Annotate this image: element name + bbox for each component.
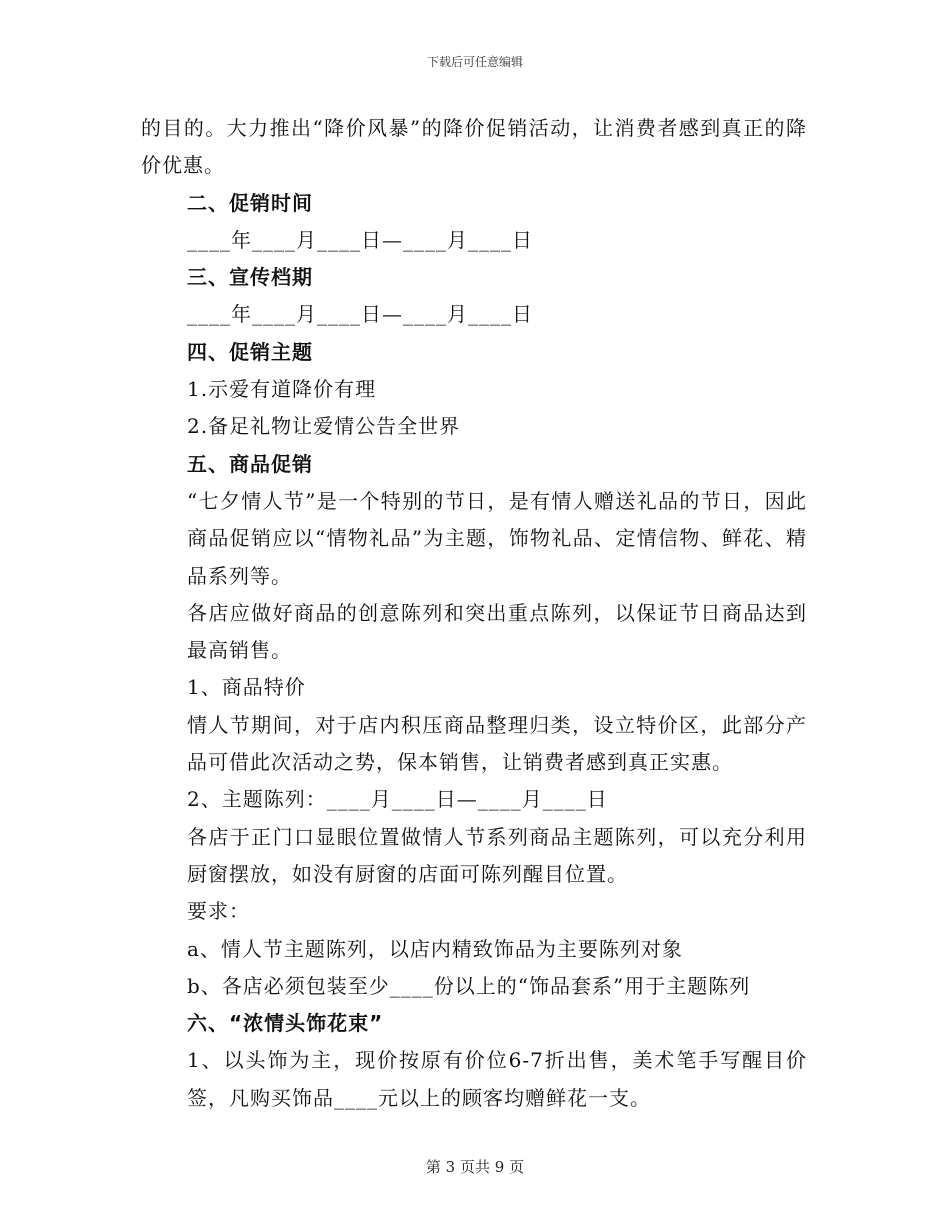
heading-promotion-time: 二、促销时间 (187, 190, 313, 215)
requirements-label: 要求： (187, 899, 250, 924)
paragraph-store-display: 各店应做好商品的创意陈列和突出重点陈列，以保证节日商品达到最高销售。 (187, 600, 807, 663)
paragraph-theme-display: 各店于正门口显眼位置做情人节系列商品主题陈列，可以充分利用厨窗摆放，如没有厨窗的店面可陈列醒目位置。 (187, 824, 807, 886)
requirement-a: a、情人节主题陈列，以店内精致饰品为主要陈列对象 (187, 936, 683, 961)
heading-product-promotion: 五、商品促销 (187, 451, 313, 476)
heading-publicity-period: 三、宣传档期 (187, 265, 313, 290)
paragraph-qixi-intro: “七夕情人节”是一个特别的节日，是有情人赠送礼品的节日，因此商品促销应以“情物礼品”为主题，饰物礼品、定情信物、鲜花、精品系列等。 (187, 488, 807, 588)
theme-item-2: 2.备足礼物让爱情公告全世界 (187, 414, 461, 439)
paragraph-headwear-discount: 1、以头饰为主，现价按原有价位6-7折出售，美术笔手写醒目价签，凡购买饰品____元以上的顾客均赠鲜花一支。 (187, 1048, 807, 1110)
theme-item-1: 1.示爱有道降价有理 (187, 377, 377, 402)
page-header-note: 下载后可任意编辑 (426, 55, 523, 69)
subheading-special-price: 1、商品特价 (187, 675, 306, 700)
paragraph-special-price: 情人节期间，对于店内积压商品整理归类，设立特价区，此部分产品可借此次活动之势，保本销售，让销费者感到真正实惠。 (187, 712, 807, 775)
heading-promotion-theme: 四、促销主题 (187, 339, 313, 364)
heading-headwear-bouquet: 六、“浓情头饰花束” (187, 1011, 384, 1036)
paragraph-intro-continuation: 的目的。大力推出“降价风暴”的降价促销活动，让消费者感到真正的降价优惠。 (141, 116, 807, 178)
publicity-period-date-range: ____年____月____日—____月____日 (187, 302, 533, 327)
subheading-theme-display: 2、主题陈列：____月____日—____月____日 (187, 787, 608, 812)
requirement-b: b、各店必须包装至少____份以上的“饰品套系”用于主题陈列 (187, 973, 751, 998)
page-footer-number: 第 3 页共 9 页 (425, 1158, 525, 1176)
promotion-time-date-range: ____年____月____日—____月____日 (187, 227, 533, 252)
document-body (141, 110, 807, 1117)
